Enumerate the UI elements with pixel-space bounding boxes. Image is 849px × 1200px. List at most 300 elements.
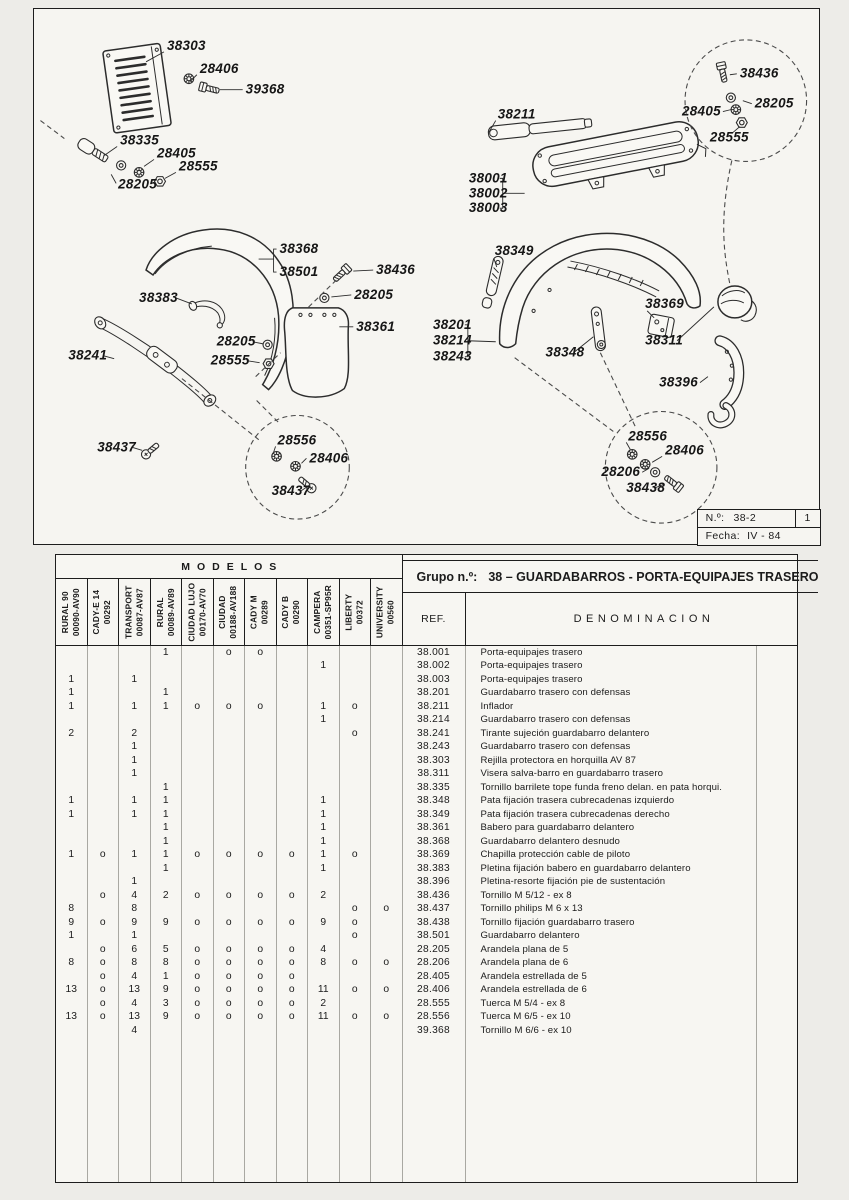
model-qty-cell [88,822,120,836]
model-qty-cell [182,687,214,701]
model-qty-cell: o [277,1011,309,1025]
model-qty-cell [56,970,88,984]
model-name: LIBERTY [343,593,354,631]
table-row [56,957,797,971]
part-number-label: 28405 [157,145,196,161]
model-qty-cell: 1 [308,862,340,876]
model-qty-cell [277,808,309,822]
model-qty-cell: 1 [56,849,88,863]
model-qty-cell: o [214,997,246,1011]
table-row [56,660,797,674]
model-qty-cell [214,822,246,836]
spare-cell [757,889,798,903]
model-qty-cell: 1 [151,862,183,876]
model-qty-cell [340,673,372,687]
ref-denom-header-row [403,593,819,645]
label-leader-line [111,174,116,183]
spare-cell [757,970,798,984]
model-qty-cell [308,781,340,795]
model-qty-cell [56,835,88,849]
model-qty-cell [277,754,309,768]
model-qty-cell: o [88,984,120,998]
model-qty-cell: o [371,1011,403,1025]
model-columns-row [56,579,403,645]
model-qty-cell [182,714,214,728]
model-qty-cell: 1 [308,849,340,863]
sheet-no-label: N.º: [705,512,725,525]
model-qty-cell [151,660,183,674]
model-qty-cell: o [182,997,214,1011]
model-qty-cell: o [340,727,372,741]
model-qty-cell [88,754,120,768]
label-leader-line [176,298,192,304]
model-qty-cell [56,822,88,836]
part-number-label: 38214 [432,332,472,348]
model-qty-cell [308,768,340,782]
model-qty-cell [245,768,277,782]
model-qty-cell: o [88,970,120,984]
model-qty-cell: 9 [308,916,340,930]
model-qty-cell [88,930,120,944]
model-qty-cell [214,862,246,876]
sheet-no-value: 38-2 [733,512,757,525]
ref-cell: 38.201 [403,687,466,701]
model-qty-cell [245,835,277,849]
model-qty-cell [56,660,88,674]
empty-cell [403,1038,466,1183]
model-qty-cell: 4 [119,1024,151,1038]
model-qty-cell: o [277,984,309,998]
part-number-label: 38001 [468,170,508,186]
model-qty-cell [214,781,246,795]
model-qty-cell: 1 [151,808,183,822]
model-qty-cell [88,903,120,917]
part-number-label: 38436 [739,65,779,81]
spare-cell [757,768,798,782]
model-qty-cell: o [214,916,246,930]
model-column-header [245,579,277,645]
model-qty-cell: 1 [119,849,151,863]
spare-cell [757,984,798,998]
spare-cell [757,943,798,957]
model-qty-cell [182,646,214,660]
model-qty-cell: o [214,957,246,971]
model-qty-cell: 11 [308,984,340,998]
denom-cell: Tornillo M 5/12 - ex 8 [466,889,757,903]
model-qty-cell [308,646,340,660]
ref-cell: 28.556 [403,1011,466,1025]
model-qty-cell: o [340,1011,372,1025]
denom-cell: Arandela estrellada de 6 [466,984,757,998]
model-qty-cell [277,781,309,795]
model-column-header [119,579,151,645]
model-qty-cell [88,781,120,795]
model-qty-cell: o [182,970,214,984]
model-qty-cell [214,930,246,944]
model-qty-cell: 8 [119,903,151,917]
denom-cell: Guardabarro delantero desnudo [466,835,757,849]
part-number-label: 38201 [432,316,472,332]
model-qty-cell [56,889,88,903]
model-qty-cell [371,876,403,890]
denom-cell: Arandela plana de 6 [466,957,757,971]
model-qty-cell: o [277,957,309,971]
model-qty-cell [182,673,214,687]
model-qty-cell [371,849,403,863]
model-qty-cell [277,1024,309,1038]
model-qty-cell: 9 [151,984,183,998]
model-code: 00090-AV90 [71,588,82,636]
model-qty-cell [88,673,120,687]
model-qty-cell [88,687,120,701]
stay-drawing [591,306,606,351]
model-qty-cell [88,741,120,755]
model-qty-cell [214,1024,246,1038]
model-qty-cell: 1 [119,768,151,782]
table-row [56,795,797,809]
model-column-header [214,579,246,645]
model-qty-cell [245,822,277,836]
model-qty-cell: 6 [119,943,151,957]
empty-cell [56,1038,88,1183]
model-qty-cell [371,741,403,755]
model-qty-cell [277,646,309,660]
empty-cell [214,1038,246,1183]
spare-cell [757,903,798,917]
visor-drawing [718,286,756,321]
model-qty-cell [340,970,372,984]
model-qty-cell: 1 [151,970,183,984]
model-column-header [308,579,340,645]
model-qty-cell [214,660,246,674]
part-number-label: 28205 [216,333,256,349]
model-qty-cell [214,687,246,701]
ref-cell: 38.437 [403,903,466,917]
model-qty-cell: o [245,943,277,957]
model-qty-cell [371,822,403,836]
model-qty-cell [371,943,403,957]
spare-cell [757,822,798,836]
part-number-label: 38349 [494,243,534,259]
star-washer-icon [731,105,741,115]
ref-cell: 38.243 [403,741,466,755]
part-number-label: 38002 [468,185,508,201]
model-qty-cell: 1 [119,808,151,822]
model-qty-cell: o [88,1011,120,1025]
ref-cell: 38.311 [403,768,466,782]
model-qty-cell [371,754,403,768]
model-qty-cell: 4 [119,970,151,984]
model-qty-cell [88,795,120,809]
ref-cell: 38.436 [403,889,466,903]
label-leader-line [331,295,351,297]
empty-cell [245,1038,277,1183]
part-number-label: 38243 [432,348,472,364]
model-qty-cell [308,930,340,944]
model-qty-cell [340,943,372,957]
model-qty-cell [245,714,277,728]
model-qty-cell: 2 [308,889,340,903]
model-qty-cell [182,862,214,876]
model-qty-cell [371,781,403,795]
model-qty-cell: o [245,984,277,998]
model-qty-cell: o [182,849,214,863]
model-name: TRANSPORT [123,585,134,639]
table-row [56,984,797,998]
washer-icon [263,340,272,349]
model-qty-cell [371,808,403,822]
model-column-header [56,579,88,645]
denom-cell: Visera salva-barro en guardabarro trasero [466,768,757,782]
model-qty-cell [151,1024,183,1038]
ref-cell: 38.003 [403,673,466,687]
model-qty-cell [245,903,277,917]
label-leader-line [626,442,630,449]
model-qty-cell [245,687,277,701]
denom-cell: Tornillo M 6/6 - ex 10 [466,1024,757,1038]
model-qty-cell: o [277,889,309,903]
table-row [56,741,797,755]
model-qty-cell [88,876,120,890]
ref-cell: 38.348 [403,795,466,809]
part-number-label: 38335 [120,132,160,148]
part-number-label: 28406 [665,442,704,458]
ref-cell: 38.361 [403,822,466,836]
denom-cell: Porta-equipajes trasero [466,673,757,687]
model-qty-cell [308,727,340,741]
model-qty-cell [277,876,309,890]
model-qty-cell [308,903,340,917]
model-qty-cell: o [340,903,372,917]
model-qty-cell [340,741,372,755]
model-qty-cell [245,741,277,755]
model-qty-cell: o [340,957,372,971]
part-number-label: 28205 [354,286,394,302]
model-qty-cell [371,700,403,714]
star-washer-icon [640,460,650,470]
model-name: CAMPERA [312,590,323,634]
model-qty-cell [277,700,309,714]
model-qty-cell: o [214,849,246,863]
label-leader-line [353,270,373,271]
model-qty-cell [119,646,151,660]
model-qty-cell: o [245,849,277,863]
model-qty-cell [119,822,151,836]
model-qty-cell: o [182,1011,214,1025]
model-qty-cell: 9 [151,1011,183,1025]
model-qty-cell: 8 [56,903,88,917]
table-row [56,1024,797,1038]
model-qty-cell [56,997,88,1011]
model-qty-cell: o [245,916,277,930]
denom-cell: Tornillo barrilete tope funda freno delan. en pata horqui. [466,781,757,795]
model-qty-cell [308,876,340,890]
mud-flap-drawing [284,308,348,397]
model-qty-cell: o [214,943,246,957]
table-row [56,862,797,876]
model-qty-cell [340,768,372,782]
model-qty-cell: 5 [151,943,183,957]
model-qty-cell [214,903,246,917]
model-qty-cell [119,862,151,876]
empty-cell [308,1038,340,1183]
model-qty-cell [151,768,183,782]
model-qty-cell: o [182,889,214,903]
star-washer-icon [291,462,301,472]
denom-cell: Porta-equipajes trasero [466,646,757,660]
nut-icon [736,118,747,127]
denom-cell: Pata fijación trasera cubrecadenas izquierdo [466,795,757,809]
model-qty-cell [182,660,214,674]
model-qty-cell [56,741,88,755]
model-qty-cell: 1 [56,795,88,809]
model-qty-cell: o [277,849,309,863]
model-qty-cell [371,997,403,1011]
model-qty-cell: o [214,984,246,998]
model-qty-cell: o [340,930,372,944]
spare-cell [757,835,798,849]
ref-cell: 38.396 [403,876,466,890]
model-qty-cell [88,862,120,876]
table-row [56,916,797,930]
label-leader-line [652,456,662,462]
model-qty-cell: 1 [119,673,151,687]
spare-cell [757,781,798,795]
model-qty-cell [340,781,372,795]
spare-cell [757,646,798,660]
table-row [56,1011,797,1025]
model-code: 00290 [291,599,302,625]
part-number-label: 38241 [68,347,108,363]
model-qty-cell [277,714,309,728]
model-code: 00289 [260,599,271,625]
model-name: CADY-E 14 [91,589,102,635]
denom-cell: Chapilla protección cable de piloto [466,849,757,863]
model-qty-cell [214,714,246,728]
model-qty-cell: 1 [308,835,340,849]
model-qty-cell [214,808,246,822]
model-column-header [182,579,214,645]
denom-cell: Pletina-resorte fijación pie de sustentación [466,876,757,890]
model-qty-cell: 1 [119,930,151,944]
model-qty-cell [245,862,277,876]
model-qty-cell: 1 [56,930,88,944]
model-column-header [151,579,183,645]
ref-cell: 38.214 [403,714,466,728]
denom-cell: Babero para guardabarro delantero [466,822,757,836]
sheet-page-number: 1 [795,510,820,527]
model-qty-cell [340,822,372,836]
model-qty-cell: o [182,957,214,971]
ref-cell: 38.002 [403,660,466,674]
model-qty-cell [340,754,372,768]
model-qty-cell: 9 [151,916,183,930]
part-number-label: 38383 [139,289,178,305]
table-row [56,754,797,768]
part-number-label: 28206 [601,464,641,480]
label-leader-line [468,341,496,342]
model-qty-cell: o [88,849,120,863]
star-washer-icon [272,452,282,462]
part-number-label: 28556 [277,432,317,448]
model-qty-cell [340,795,372,809]
model-qty-cell [277,727,309,741]
model-qty-cell [277,741,309,755]
model-qty-cell [371,714,403,728]
model-qty-cell [308,741,340,755]
star-washer-icon [627,450,637,460]
model-qty-cell [340,808,372,822]
part-number-label: 38369 [645,295,685,311]
model-qty-cell [182,1024,214,1038]
model-qty-cell: 13 [119,984,151,998]
model-name: CIUDAD LUJO [186,582,197,642]
model-qty-cell [245,673,277,687]
model-qty-cell: 1 [151,835,183,849]
model-qty-cell [340,862,372,876]
model-qty-cell: 1 [308,795,340,809]
table-row [56,727,797,741]
spare-cell [757,876,798,890]
model-qty-cell: o [371,957,403,971]
model-qty-cell: 1 [151,646,183,660]
group-label: Grupo n.º: [416,569,478,584]
table-row [56,835,797,849]
spare-cell [757,849,798,863]
ref-cell: 38.369 [403,849,466,863]
part-number-label: 28555 [210,352,250,368]
washer-icon [184,74,194,84]
model-qty-cell [56,943,88,957]
model-qty-cell: 4 [308,943,340,957]
model-qty-cell: o [88,916,120,930]
model-qty-cell [56,714,88,728]
model-qty-cell: 1 [308,700,340,714]
ref-cell: 38.383 [403,862,466,876]
model-qty-cell [214,754,246,768]
model-qty-cell [371,727,403,741]
ref-cell: 38.211 [403,700,466,714]
group-title [403,560,819,593]
model-qty-cell [182,754,214,768]
model-qty-cell [151,673,183,687]
label-leader-line [165,172,176,178]
model-qty-cell [214,741,246,755]
model-qty-cell: o [214,646,246,660]
model-column-header [340,579,372,645]
model-qty-cell: 1 [308,714,340,728]
model-qty-cell: 1 [151,849,183,863]
model-qty-cell [182,781,214,795]
model-qty-cell: 4 [119,997,151,1011]
ref-cell: 28.206 [403,957,466,971]
model-qty-cell: o [245,957,277,971]
part-number-label: 28406 [199,60,239,76]
model-qty-cell [371,646,403,660]
model-qty-cell: 1 [119,754,151,768]
part-number-label: 28205 [754,95,794,111]
table-row [56,700,797,714]
model-qty-cell [245,808,277,822]
tie-rod-drawing [92,315,218,409]
model-qty-cell: o [340,916,372,930]
model-qty-cell [371,768,403,782]
denom-cell: Guardabarro trasero con defensas [466,741,757,755]
model-qty-cell: o [277,916,309,930]
model-qty-cell [277,835,309,849]
model-qty-cell [245,754,277,768]
model-code: 00188-AV188 [228,585,239,639]
